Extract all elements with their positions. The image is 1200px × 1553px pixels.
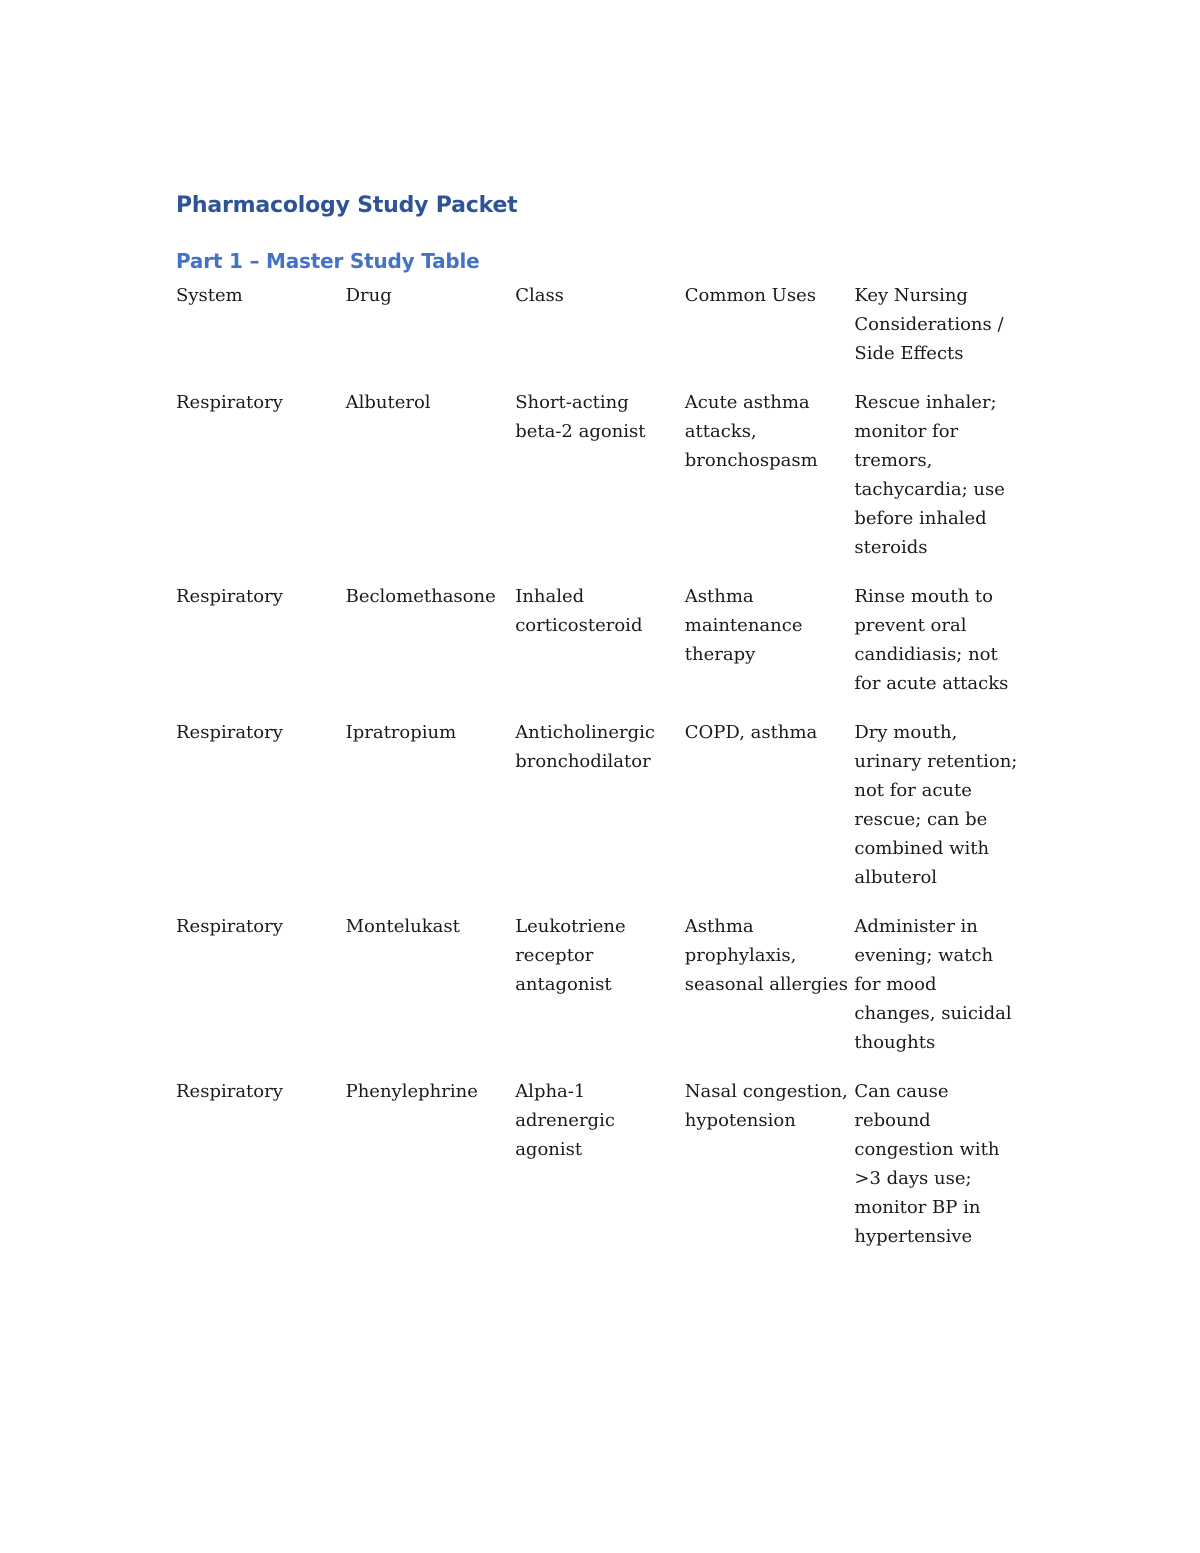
header-common-uses: Common Uses bbox=[684, 285, 816, 306]
cell-nursing-considerations: Administer in evening; watch for mood changes, suicidal thoughts bbox=[854, 916, 1012, 1053]
cell-class: Alpha-1 adrenergic agonist bbox=[515, 1081, 615, 1160]
table-row bbox=[176, 718, 1024, 912]
cell-common-uses: Acute asthma attacks, bronchospasm bbox=[684, 392, 818, 471]
cell-common-uses: COPD, asthma bbox=[684, 722, 818, 743]
cell-common-uses: Asthma prophylaxis, seasonal allergies bbox=[684, 916, 848, 995]
cell-drug: Phenylephrine bbox=[345, 1081, 478, 1102]
cell-class: Leukotriene receptor antagonist bbox=[515, 916, 626, 995]
cell-system: Respiratory bbox=[176, 586, 283, 607]
cell-system: Respiratory bbox=[176, 1081, 283, 1102]
table-row bbox=[176, 1077, 1024, 1271]
cell-nursing-considerations: Rinse mouth to prevent oral candidiasis; not for acute attacks bbox=[854, 586, 1009, 694]
cell-nursing-considerations: Rescue inhaler; monitor for tremors, tachycardia; use before inhaled steroids bbox=[854, 392, 1005, 558]
cell-class: Anticholinergic bronchodilator bbox=[515, 722, 656, 772]
cell-class: Inhaled corticosteroid bbox=[515, 586, 643, 636]
cell-system: Respiratory bbox=[176, 392, 283, 413]
header-nursing-considerations: Key Nursing Considerations / Side Effects bbox=[854, 285, 1004, 364]
cell-common-uses: Asthma maintenance therapy bbox=[684, 586, 803, 665]
table-row bbox=[176, 912, 1024, 1077]
cell-system: Respiratory bbox=[176, 916, 283, 937]
cell-drug: Beclomethasone bbox=[345, 586, 496, 607]
cell-common-uses: Nasal congestion, hypotension bbox=[684, 1081, 848, 1131]
master-study-table bbox=[176, 281, 1024, 1271]
cell-nursing-considerations: Dry mouth, urinary retention; not for acute rescue; can be combined with albuterol bbox=[854, 722, 1018, 888]
table-row bbox=[176, 388, 1024, 582]
section-heading: Part 1 – Master Study Table bbox=[176, 249, 480, 273]
cell-system: Respiratory bbox=[176, 722, 283, 743]
document-title: Pharmacology Study Packet bbox=[176, 193, 518, 218]
table-row bbox=[176, 582, 1024, 718]
header-class: Class bbox=[515, 285, 564, 306]
header-system: System bbox=[176, 285, 243, 306]
header-drug: Drug bbox=[345, 285, 392, 306]
cell-drug: Albuterol bbox=[345, 392, 431, 413]
cell-nursing-considerations: Can cause rebound congestion with >3 days use; monitor BP in hypertensive bbox=[854, 1081, 1000, 1247]
cell-drug: Montelukast bbox=[345, 916, 460, 937]
cell-drug: Ipratropium bbox=[345, 722, 457, 743]
cell-class: Short-acting beta-2 agonist bbox=[515, 392, 646, 442]
table-header-row bbox=[176, 281, 1024, 388]
